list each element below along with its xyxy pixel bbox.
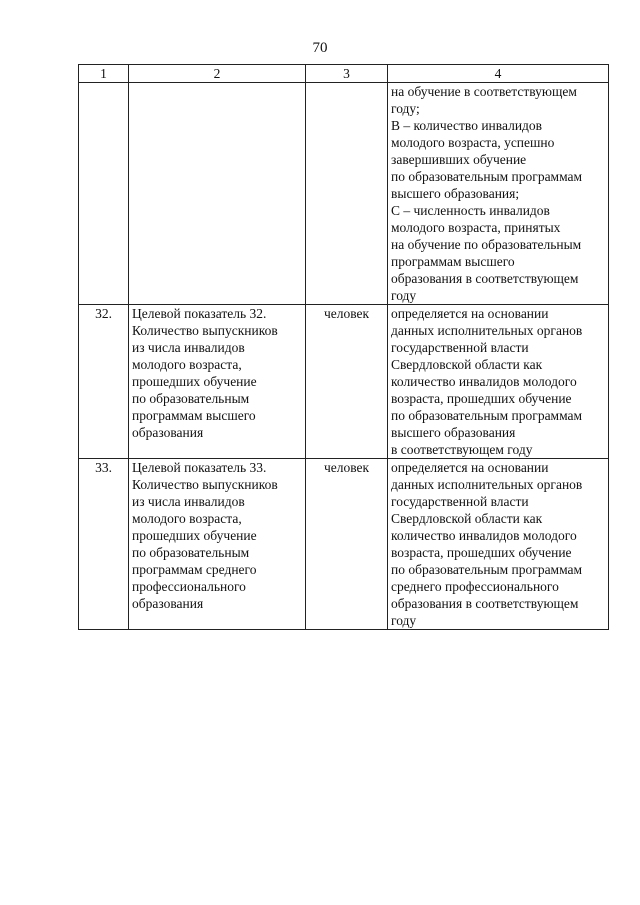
- calculation-method-line: С – численность инвалидов: [391, 203, 550, 218]
- indicator-name-line: по образовательным: [132, 391, 250, 406]
- calculation-method-line: на обучение в соответствующем: [391, 84, 577, 99]
- indicator-name-line: молодого возраста,: [132, 357, 242, 372]
- column-header-4: 4: [388, 65, 609, 83]
- calculation-method-line: среднего профессионального: [391, 579, 559, 594]
- indicator-name-line: Количество выпускников: [132, 323, 278, 338]
- calculation-method-line: возраста, прошедших обучение: [391, 391, 572, 406]
- indicator-name-line: прошедших обучение: [132, 528, 257, 543]
- row-number: 32.: [79, 305, 129, 459]
- calculation-method-line: программам высшего: [391, 254, 515, 269]
- indicator-name-line: Целевой показатель 33.: [132, 460, 267, 475]
- column-header-2: 2: [129, 65, 306, 83]
- indicator-name-line: образования: [132, 425, 204, 440]
- page-number: 70: [312, 40, 328, 56]
- unit-of-measure: человек: [306, 459, 388, 630]
- row-number: [79, 83, 129, 305]
- calculation-method-line: высшего образования: [391, 425, 516, 440]
- calculation-method-line: завершивших обучение: [391, 152, 527, 167]
- table-row: [79, 305, 609, 459]
- calculation-method-line: возраста, прошедших обучение: [391, 545, 572, 560]
- calculation-method-line: определяется на основании: [391, 460, 549, 475]
- calculation-method-line: определяется на основании: [391, 306, 549, 321]
- calculation-method-line: молодого возраста, успешно: [391, 135, 555, 150]
- calculation-method-line: году;: [391, 101, 420, 116]
- indicator-name-line: молодого возраста,: [132, 511, 242, 526]
- indicator-name-line: из числа инвалидов: [132, 340, 245, 355]
- calculation-method: [388, 83, 609, 305]
- calculation-method-line: данных исполнительных органов: [391, 323, 583, 338]
- table-header-row: [79, 65, 609, 83]
- indicator-name-line: прошедших обучение: [132, 374, 257, 389]
- calculation-method-line: количество инвалидов молодого: [391, 374, 577, 389]
- calculation-method-line: государственной власти: [391, 494, 529, 509]
- calculation-method: [388, 305, 609, 459]
- calculation-method-line: образования в соответствующем: [391, 596, 579, 611]
- calculation-method-line: данных исполнительных органов: [391, 477, 583, 492]
- calculation-method-line: Свердловской области как: [391, 357, 543, 372]
- calculation-method-line: образования в соответствующем: [391, 271, 579, 286]
- calculation-method-line: по образовательным программам: [391, 562, 583, 577]
- calculation-method-line: году: [391, 613, 417, 628]
- calculation-method-line: молодого возраста, принятых: [391, 220, 561, 235]
- indicator-name-line: Целевой показатель 32.: [132, 306, 267, 321]
- table-row: [79, 83, 609, 305]
- unit-of-measure: человек: [306, 305, 388, 459]
- indicator-name: [129, 83, 306, 305]
- indicator-name-line: профессионального: [132, 579, 246, 594]
- indicator-name: [129, 459, 306, 630]
- calculation-method-line: В – количество инвалидов: [391, 118, 543, 133]
- indicator-name-line: Количество выпускников: [132, 477, 278, 492]
- calculation-method-line: в соответствующем году: [391, 442, 533, 457]
- calculation-method-line: по образовательным программам: [391, 169, 583, 184]
- calculation-method: [388, 459, 609, 630]
- calculation-method-line: на обучение по образовательным: [391, 237, 582, 252]
- indicator-name-line: из числа инвалидов: [132, 494, 245, 509]
- calculation-method-line: Свердловской области как: [391, 511, 543, 526]
- calculation-method-line: государственной власти: [391, 340, 529, 355]
- column-header-3: 3: [306, 65, 388, 83]
- calculation-method-line: высшего образования;: [391, 186, 520, 201]
- unit-of-measure: [306, 83, 388, 305]
- calculation-method-line: количество инвалидов молодого: [391, 528, 577, 543]
- indicator-table: [78, 64, 609, 630]
- indicator-name-line: программам среднего: [132, 562, 257, 577]
- table-row: [79, 459, 609, 630]
- row-number: 33.: [79, 459, 129, 630]
- indicator-name-line: образования: [132, 596, 204, 611]
- calculation-method-line: году: [391, 288, 417, 303]
- table-body: [79, 83, 609, 630]
- indicator-name: [129, 305, 306, 459]
- calculation-method-line: по образовательным программам: [391, 408, 583, 423]
- column-header-1: 1: [79, 65, 129, 83]
- indicator-name-line: по образовательным: [132, 545, 250, 560]
- indicator-name-line: программам высшего: [132, 408, 256, 423]
